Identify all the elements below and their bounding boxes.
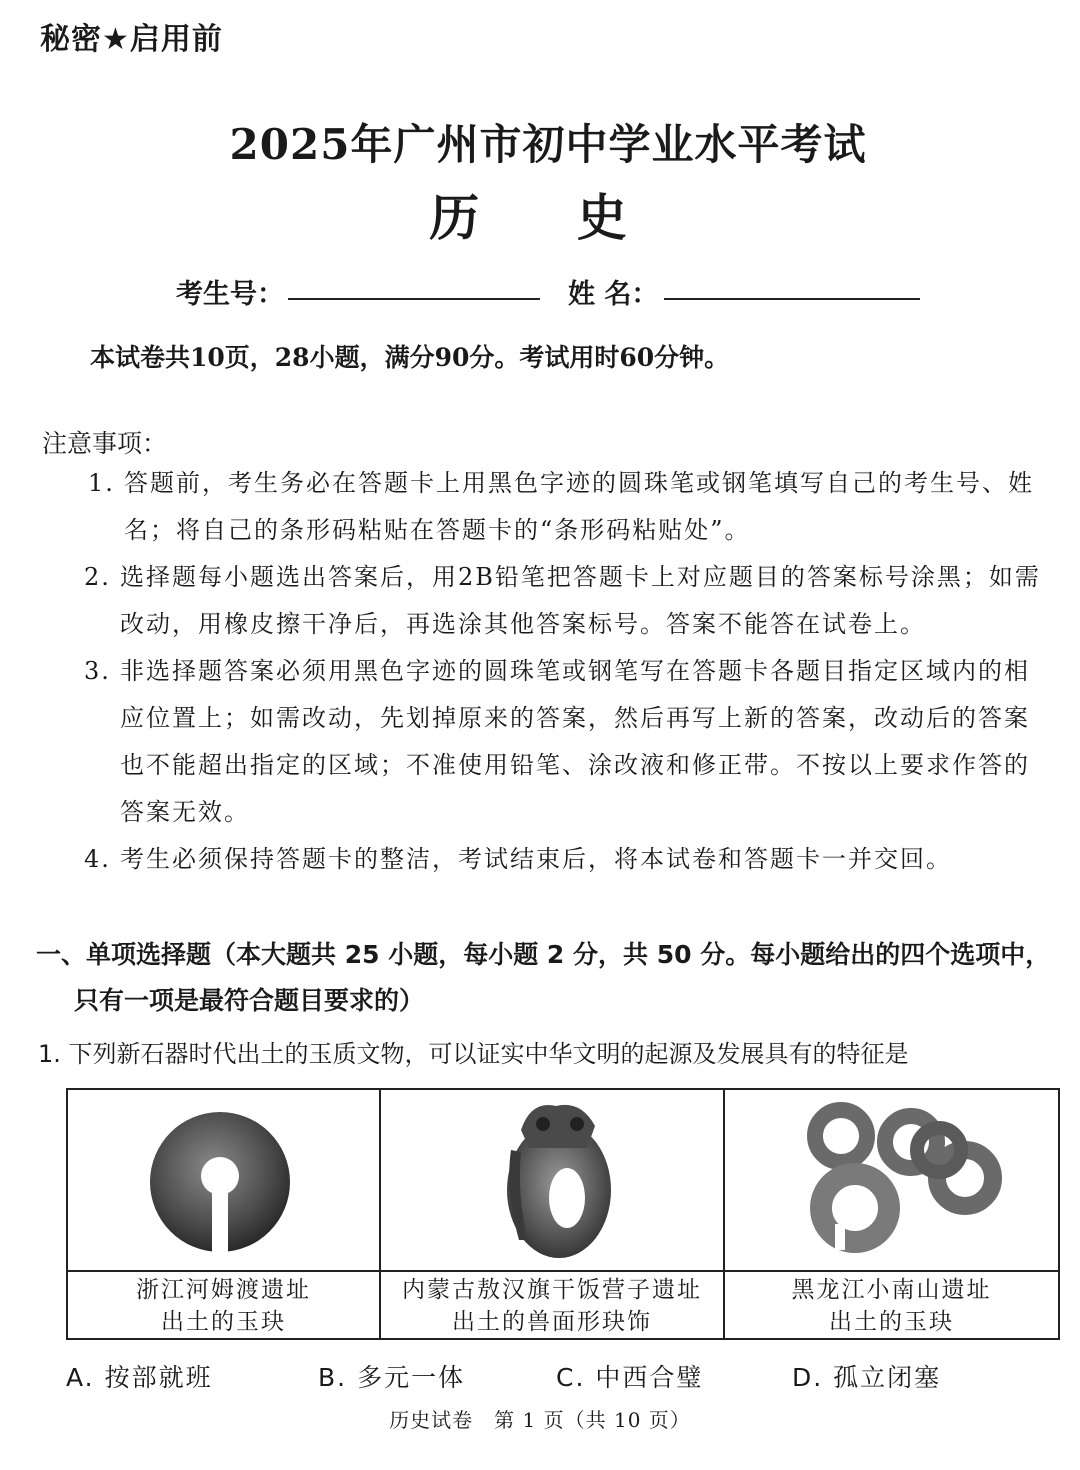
exam-number-label: 考生号：: [176, 279, 284, 310]
caption-line: 出土的玉玦: [829, 1309, 954, 1335]
note-line: 选择题每小题选出答案后，用2B铅笔把答题卡上对应题目的答案标号涂黑；如需: [120, 563, 1041, 591]
note-number: 4.: [84, 845, 111, 873]
note-line: 也不能超出指定的区域；不准使用铅笔、涂改液和修正带。不按以上要求作答的: [120, 751, 1030, 779]
note-line: 改动，用橡皮擦干净后，再选涂其他答案标号。答案不能答在试卷上。: [120, 610, 926, 638]
note-line: 答案无效。: [120, 798, 250, 826]
note-line: 非选择题答案必须用黑色字迹的圆珠笔或钢笔写在答题卡各题目指定区域内的相: [120, 657, 1030, 685]
artifact-table: [66, 1088, 1060, 1340]
note-line: 答题前，考生务必在答题卡上用黑色字迹的圆珠笔或钢笔填写自己的考生号、姓: [124, 469, 1034, 497]
section-heading-line: 一、单项选择题（本大题共 25 小题，每小题 2 分，共 50 分。每小题给出的四个选项中，: [36, 940, 1051, 969]
jade-jue-icon: [68, 1090, 377, 1270]
note-number: 3.: [84, 657, 111, 685]
option-letter: C.: [556, 1363, 586, 1392]
note-item-1: [88, 460, 1034, 554]
subject-title: 历 史: [429, 188, 667, 247]
note-line: 考生必须保持答题卡的整洁，考试结束后，将本试卷和答题卡一并交回。: [120, 845, 952, 873]
beast-face-jue-icon: [381, 1090, 723, 1270]
option-letter: A.: [66, 1363, 95, 1392]
option-text: 多元一体: [357, 1363, 466, 1392]
artifact-caption: [68, 1274, 379, 1338]
caption-line: 黑龙江小南山遗址: [791, 1277, 992, 1303]
option-letter: D.: [792, 1363, 824, 1392]
caption-line: 出土的兽面形玦饰: [452, 1309, 652, 1335]
section-heading: [36, 932, 1056, 1024]
note-line: 名；将自己的条形码粘贴在答题卡的“条形码粘贴处”。: [124, 516, 751, 544]
question-stem: 1. 下列新石器时代出土的玉质文物，可以证实中华文明的起源及发展具有的特征是: [38, 1040, 909, 1068]
option-d[interactable]: [792, 1358, 941, 1394]
section-heading-line: 只有一项是最符合题目要求的）: [74, 986, 425, 1015]
caption-line: 内蒙古敖汉旗干饭营子遗址: [402, 1277, 702, 1303]
note-number: 1.: [88, 469, 115, 497]
option-text: 中西合璧: [595, 1363, 704, 1392]
artifact-image-jade-jue: [68, 1090, 379, 1272]
name-label: 姓 名：: [568, 279, 659, 310]
exam-number-blank[interactable]: [288, 298, 540, 300]
artifact-cell: [379, 1090, 723, 1338]
note-number: 2.: [84, 563, 111, 591]
artifact-caption: [381, 1274, 723, 1338]
caption-line: 出土的玉玦: [161, 1309, 286, 1335]
artifact-cell: [723, 1090, 1058, 1338]
jade-rings-icon: [725, 1090, 1058, 1270]
option-text: 按部就班: [104, 1363, 213, 1392]
caption-line: 浙江河姆渡遗址: [136, 1277, 311, 1303]
note-item-2: [84, 554, 1041, 648]
confidential-label: 秘密★启用前: [40, 22, 223, 57]
artifact-image-beast-face: [381, 1090, 723, 1272]
option-b[interactable]: [318, 1358, 465, 1394]
page-footer: 历史试卷 第 1 页（共 10 页）: [389, 1408, 691, 1432]
option-c[interactable]: [556, 1358, 703, 1394]
artifact-caption: [725, 1274, 1058, 1338]
option-letter: B.: [318, 1363, 348, 1392]
notes-title: 注意事项：: [42, 429, 168, 458]
artifact-image-jade-rings: [725, 1090, 1058, 1272]
exam-title: 2025年广州市初中学业水平考试: [229, 120, 867, 169]
option-text: 孤立闭塞: [833, 1363, 942, 1392]
paper-info: 本试卷共10页，28小题，满分90分。考试用时60分钟。: [90, 343, 730, 372]
option-a[interactable]: [66, 1358, 213, 1394]
name-blank[interactable]: [664, 298, 920, 300]
note-item-3: [84, 648, 1030, 836]
note-item-4: [84, 836, 952, 883]
note-line: 应位置上；如需改动，先划掉原来的答案，然后再写上新的答案，改动后的答案: [120, 704, 1030, 732]
artifact-cell: [68, 1090, 379, 1338]
